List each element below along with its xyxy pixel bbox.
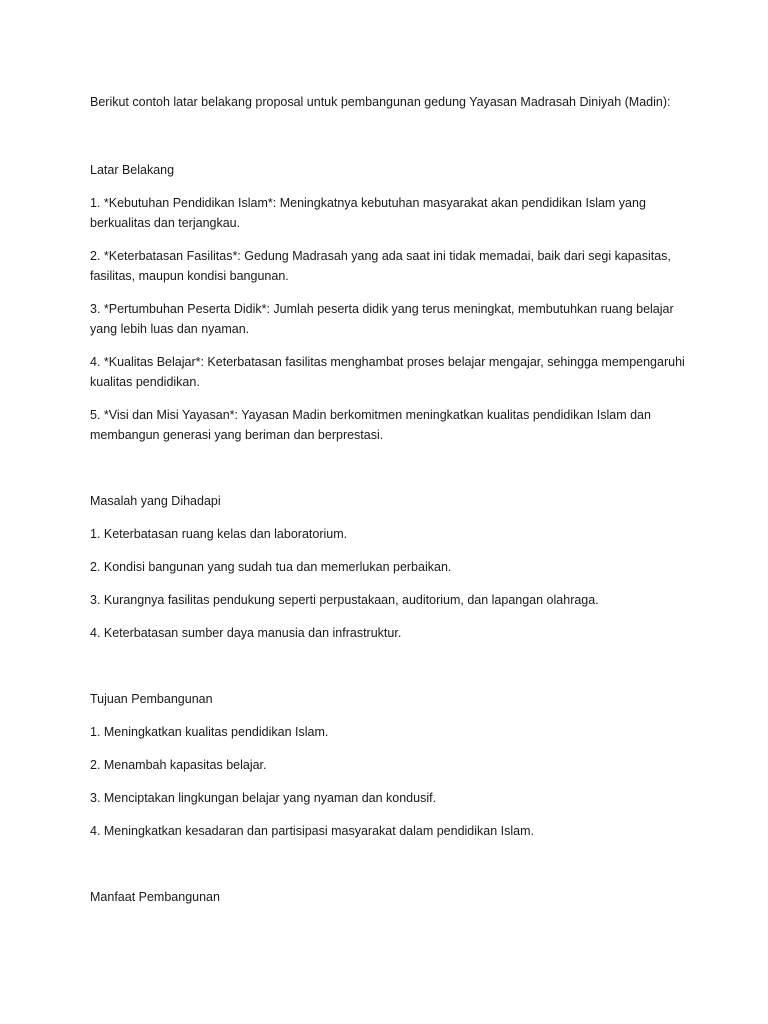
list-item: 3. Menciptakan lingkungan belajar yang nyaman dan kondusif. <box>90 791 437 805</box>
list-item: 3. Kurangnya fasilitas pendukung seperti perpustakaan, auditorium, dan lapangan olahraga. <box>90 593 599 607</box>
document-page <box>90 92 690 920</box>
list-item: 2. Kondisi bangunan yang sudah tua dan memerlukan perbaikan. <box>90 560 452 574</box>
section-heading: Latar Belakang <box>90 163 175 177</box>
section-latar-belakang <box>90 160 690 445</box>
list-item: 5. *Visi dan Misi Yayasan*: Yayasan Madin berkomitmen meningkatkan kualitas pendidikan Islam dan membangun generasi yang beriman dan berprestasi. <box>90 408 651 442</box>
list-item: 4. Meningkatkan kesadaran dan partisipasi masyarakat dalam pendidikan Islam. <box>90 824 534 838</box>
list-item: 3. *Pertumbuhan Peserta Didik*: Jumlah peserta didik yang terus meningkat, membutuhkan ruang belajar yang lebih luas dan nyaman. <box>90 302 674 336</box>
section-tujuan <box>90 689 690 841</box>
section-manfaat <box>90 887 690 907</box>
list-item: 2. *Keterbatasan Fasilitas*: Gedung Madrasah yang ada saat ini tidak memadai, baik dari segi kapasitas, fasilitas, maupun kondisi bangunan. <box>90 249 671 283</box>
section-masalah <box>90 491 690 643</box>
list-item: 1. *Kebutuhan Pendidikan Islam*: Meningkatnya kebutuhan masyarakat akan pendidikan Islam yang berkualitas dan terjangkau. <box>90 196 646 230</box>
list-item: 4. *Kualitas Belajar*: Keterbatasan fasilitas menghambat proses belajar mengajar, sehingga mempengaruhi kualitas pendidikan. <box>90 355 685 389</box>
section-heading: Tujuan Pembangunan <box>90 692 213 706</box>
intro-paragraph: Berikut contoh latar belakang proposal untuk pembangunan gedung Yayasan Madrasah Diniyah (Madin): <box>90 95 671 109</box>
list-item: 4. Keterbatasan sumber daya manusia dan infrastruktur. <box>90 626 402 640</box>
section-heading: Masalah yang Dihadapi <box>90 494 221 508</box>
list-item: 1. Meningkatkan kualitas pendidikan Islam. <box>90 725 329 739</box>
list-item: 1. Keterbatasan ruang kelas dan laboratorium. <box>90 527 348 541</box>
section-heading: Manfaat Pembangunan <box>90 890 220 904</box>
list-item: 2. Menambah kapasitas belajar. <box>90 758 267 772</box>
